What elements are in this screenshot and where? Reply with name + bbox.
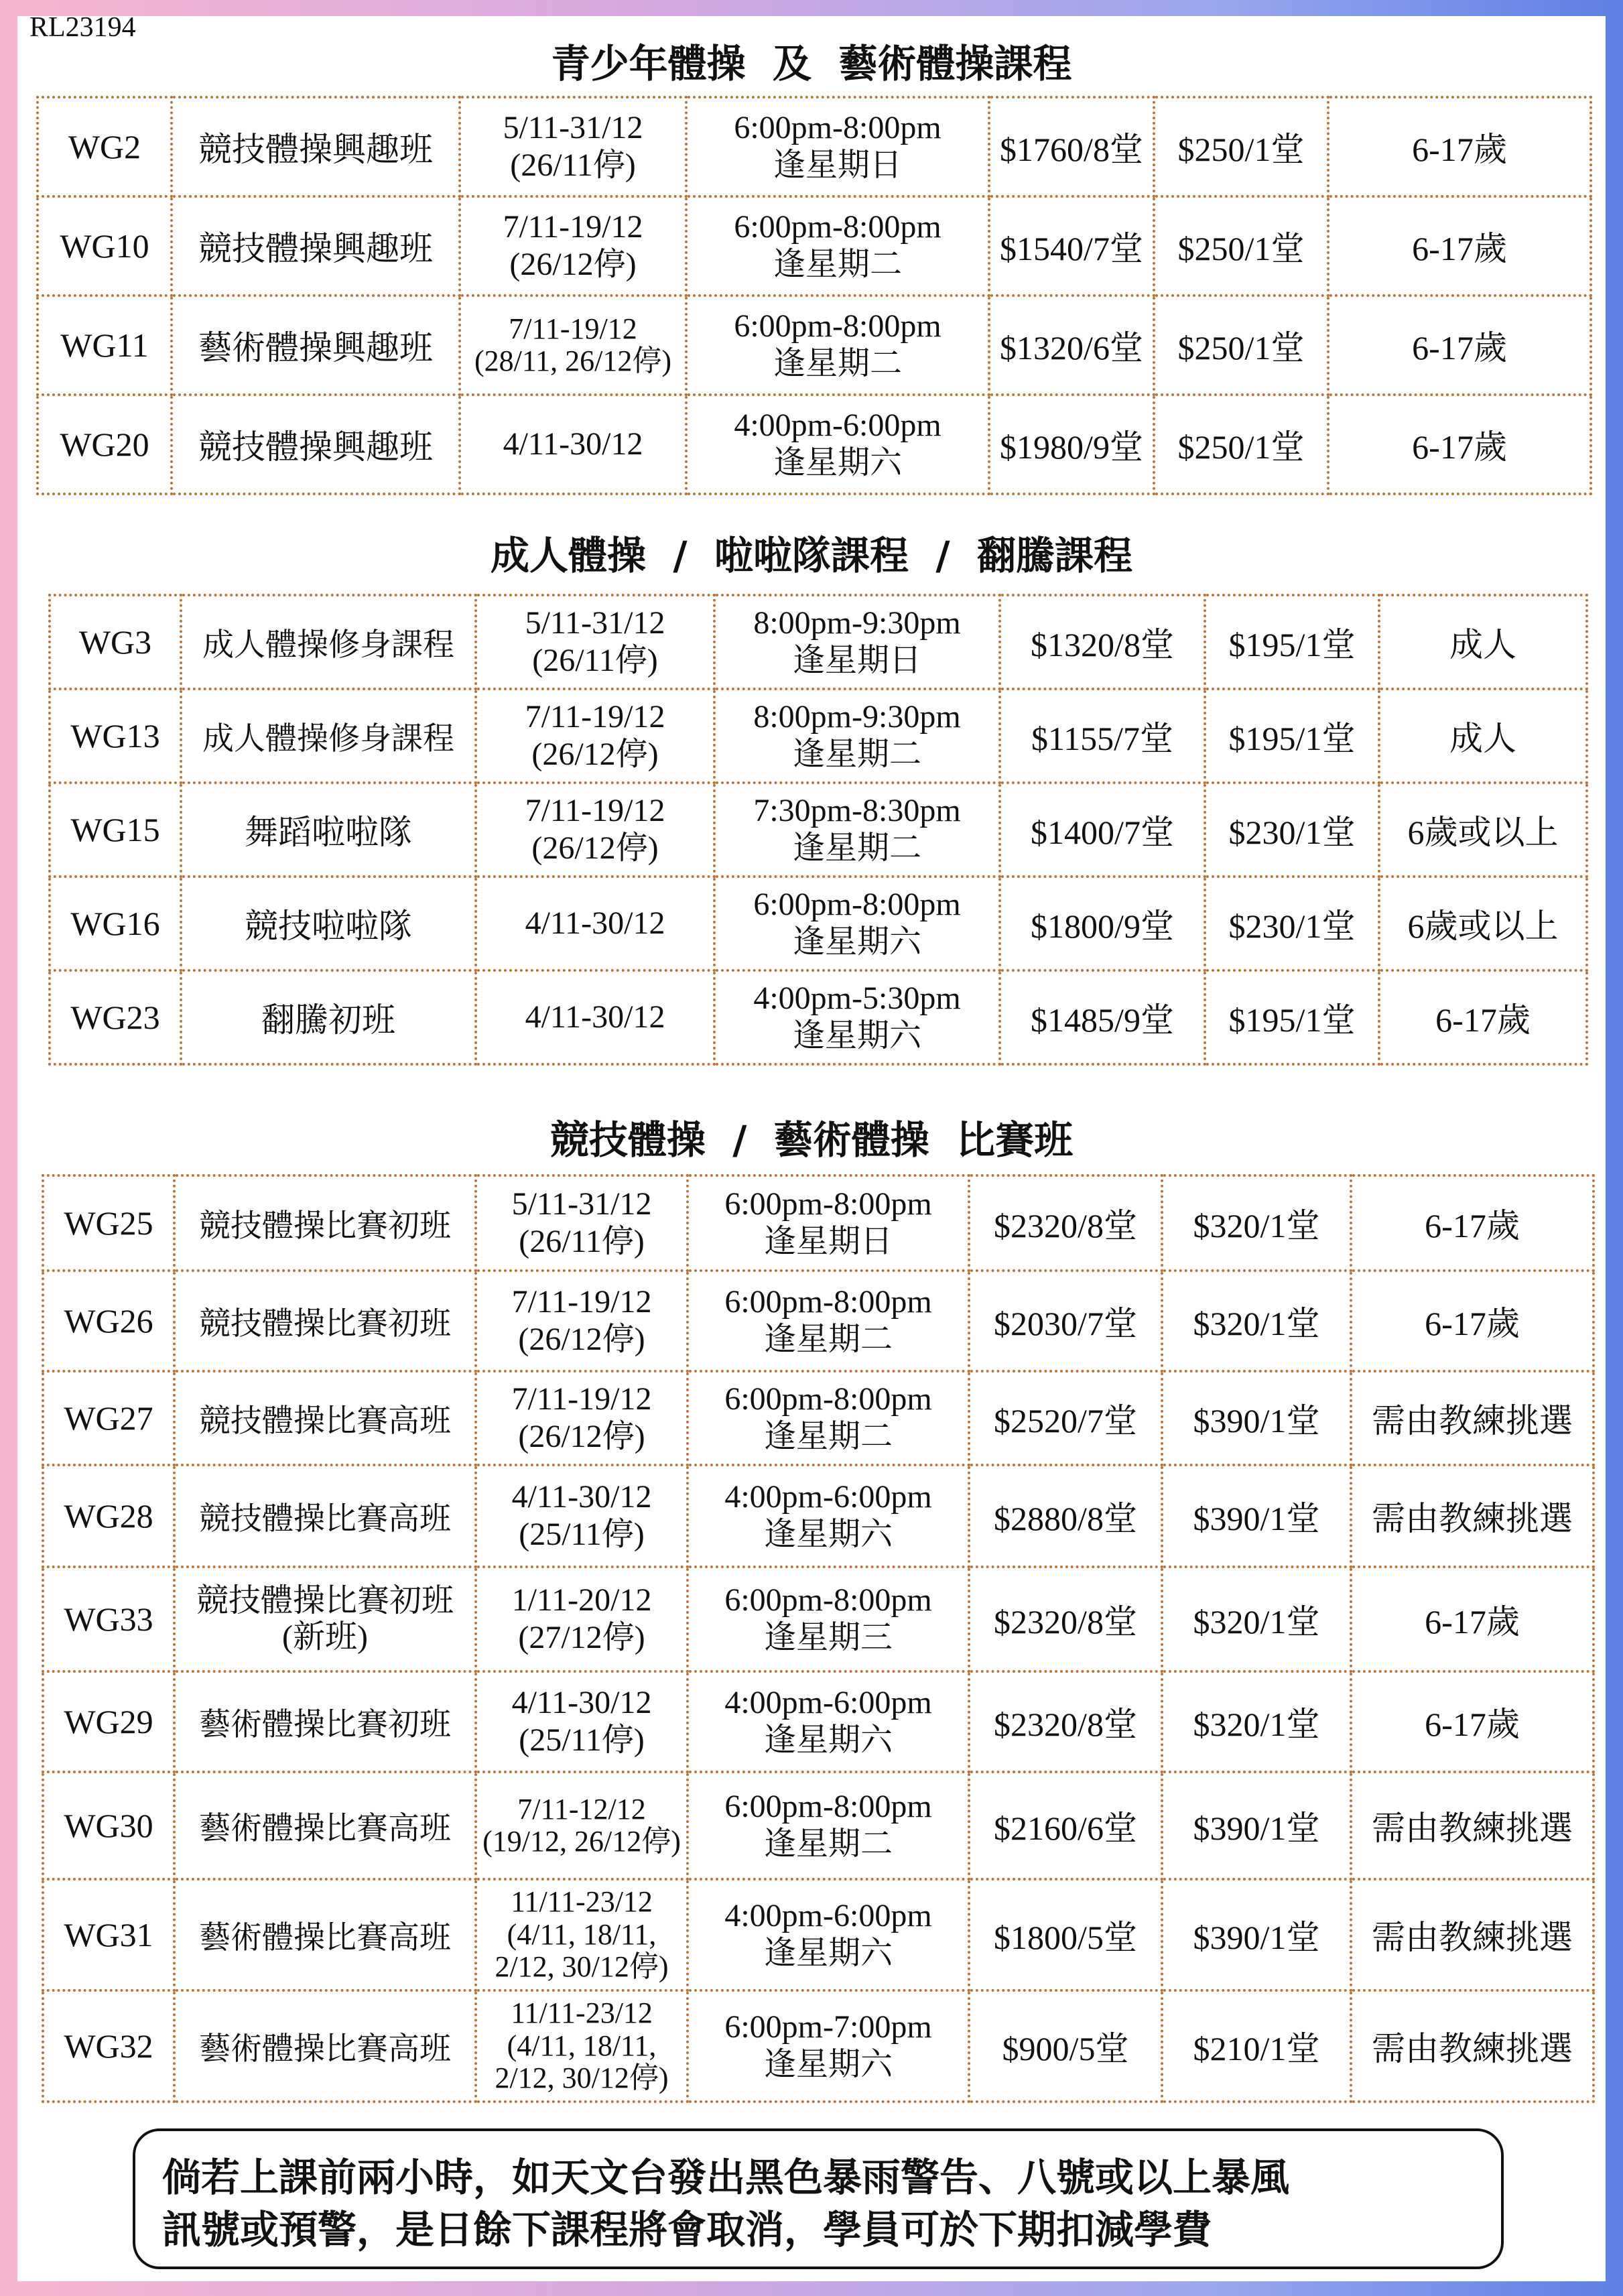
cell-code: WG23 <box>50 970 181 1064</box>
cell-dates-line: 7/11-19/12 <box>509 312 637 345</box>
cell-time-line: 逢星期六 <box>763 2047 893 2082</box>
cell-time-line: 逢星期六 <box>763 1517 893 1552</box>
cell-time-line: 6:00pm-8:00pm <box>724 1582 932 1618</box>
schedule-table-competition <box>42 1174 1595 2103</box>
cell-time-line: 逢星期日 <box>792 643 921 678</box>
cell-dates-line: (26/12停) <box>518 1419 645 1454</box>
cell-age: 成人 <box>1379 595 1587 689</box>
cell-fee: $1320/8堂 <box>1000 595 1205 689</box>
cell-age: 6歲或以上 <box>1379 877 1587 970</box>
cell-dates-line: (26/12停) <box>518 1322 645 1357</box>
cell-time-line: 逢星期二 <box>773 247 902 282</box>
table-row <box>50 877 1587 970</box>
cell-dates <box>460 395 686 494</box>
cell-dates <box>476 1465 688 1567</box>
cell-time-line: 逢星期日 <box>773 147 902 183</box>
cell-per-lesson: $320/1堂 <box>1162 1175 1351 1271</box>
cell-course: 舞蹈啦啦隊 <box>181 783 476 877</box>
cell-time <box>714 877 1000 970</box>
cell-course: 競技體操興趣班 <box>172 196 460 296</box>
cell-course: 競技體操興趣班 <box>172 97 460 196</box>
cell-fee: $1485/9堂 <box>1000 970 1205 1064</box>
cell-fee: $1400/7堂 <box>1000 783 1205 877</box>
cell-course <box>174 1567 476 1671</box>
cell-dates-line: (26/12停) <box>531 830 659 866</box>
notice-line-2: 訊號或預警，是日餘下課程將會取消，學員可於下期扣減學費 <box>162 2207 1212 2252</box>
table-row <box>43 1371 1594 1465</box>
cell-per-lesson: $230/1堂 <box>1205 877 1379 970</box>
cell-per-lesson: $320/1堂 <box>1162 1271 1351 1371</box>
table-row <box>50 783 1587 877</box>
cell-dates <box>460 196 686 296</box>
cell-code: WG28 <box>43 1465 174 1567</box>
cell-time <box>688 1879 969 1990</box>
table-row <box>43 1879 1594 1990</box>
cell-dates-line: 4/11-30/12 <box>503 426 643 462</box>
cell-dates-line: 7/11-19/12 <box>525 699 665 735</box>
cell-age: 6-17歲 <box>1328 196 1591 296</box>
table-row <box>38 395 1591 494</box>
cell-code: WG25 <box>43 1175 174 1271</box>
cell-time-line: 逢星期三 <box>763 1620 893 1655</box>
cell-time <box>686 296 989 395</box>
cell-time-line: 6:00pm-7:00pm <box>724 2009 932 2045</box>
cell-course: 成人體操修身課程 <box>181 595 476 689</box>
cell-per-lesson: $250/1堂 <box>1154 296 1328 395</box>
cell-fee: $2320/8堂 <box>969 1671 1162 1772</box>
cell-fee: $2520/7堂 <box>969 1371 1162 1465</box>
cell-course: 競技體操比賽高班 <box>174 1465 476 1567</box>
cell-time-line: 6:00pm-8:00pm <box>734 209 942 245</box>
table-row <box>43 1772 1594 1879</box>
cell-age: 6歲或以上 <box>1379 783 1587 877</box>
cell-dates-line: 4/11-30/12 <box>525 999 665 1035</box>
cell-per-lesson: $195/1堂 <box>1205 970 1379 1064</box>
cell-course: 競技啦啦隊 <box>181 877 476 970</box>
cell-per-lesson: $250/1堂 <box>1154 97 1328 196</box>
cell-dates-line: 7/11-19/12 <box>525 793 665 829</box>
cell-time <box>688 1371 969 1465</box>
schedule-table-adult <box>48 594 1588 1066</box>
cell-time-line: 8:00pm-9:30pm <box>753 699 961 735</box>
cell-time <box>714 783 1000 877</box>
cell-course: 藝術體操比賽高班 <box>174 1879 476 1990</box>
cell-code: WG30 <box>43 1772 174 1879</box>
cell-course: 競技體操比賽初班 <box>174 1175 476 1271</box>
cell-age: 成人 <box>1379 689 1587 783</box>
table-row <box>38 97 1591 196</box>
cell-dates <box>476 595 714 689</box>
cell-dates-line: (19/12, 26/12停) <box>482 1825 681 1858</box>
cell-fee: $1760/8堂 <box>989 97 1154 196</box>
cell-dates-line: 5/11-31/12 <box>525 605 665 641</box>
cell-course: 競技體操比賽高班 <box>174 1371 476 1465</box>
cell-fee: $1155/7堂 <box>1000 689 1205 783</box>
cell-per-lesson: $320/1堂 <box>1162 1567 1351 1671</box>
cell-dates-line: (25/11停) <box>519 1517 645 1552</box>
cell-dates <box>476 1567 688 1671</box>
table-row <box>38 296 1591 395</box>
cell-age: 6-17歲 <box>1328 97 1591 196</box>
cell-per-lesson: $390/1堂 <box>1162 1465 1351 1567</box>
cell-time-line: 4:00pm-6:00pm <box>734 407 942 444</box>
cell-dates-line: 7/11-19/12 <box>503 209 643 245</box>
cell-age: 6-17歲 <box>1379 970 1587 1064</box>
table-row <box>38 196 1591 296</box>
cell-age: 需由教練挑選 <box>1351 1371 1594 1465</box>
schedule-table-youth <box>36 96 1592 495</box>
cell-age: 6-17歲 <box>1351 1567 1594 1671</box>
cell-time <box>688 1671 969 1772</box>
cell-fee: $1800/9堂 <box>1000 877 1205 970</box>
cell-dates-line: 7/11-12/12 <box>517 1792 646 1826</box>
cell-code: WG3 <box>50 595 181 689</box>
cell-age: 6-17歲 <box>1328 395 1591 494</box>
cell-age: 6-17歲 <box>1351 1671 1594 1772</box>
cell-age: 需由教練挑選 <box>1351 1879 1594 1990</box>
cell-course-line: (新班) <box>282 1619 368 1655</box>
cell-time-line: 4:00pm-6:00pm <box>724 1685 932 1721</box>
cell-course-line: 競技體操比賽初班 <box>196 1583 454 1619</box>
cell-time-line: 逢星期六 <box>792 1018 921 1054</box>
cell-time-line: 逢星期二 <box>763 1322 893 1357</box>
cell-code: WG32 <box>43 1990 174 2102</box>
cell-dates-line: (28/11, 26/12停) <box>474 344 672 377</box>
cell-course: 藝術體操比賽初班 <box>174 1671 476 1772</box>
cell-fee: $1320/6堂 <box>989 296 1154 395</box>
cell-time-line: 7:30pm-8:30pm <box>753 793 961 829</box>
cell-time <box>686 196 989 296</box>
cell-time-line: 6:00pm-8:00pm <box>753 887 961 923</box>
cell-dates <box>476 783 714 877</box>
cell-fee: $900/5堂 <box>969 1990 1162 2102</box>
cell-dates <box>460 97 686 196</box>
cell-time <box>688 1175 969 1271</box>
cell-dates-line: (4/11, 18/11, <box>507 1917 657 1951</box>
cell-course: 競技體操比賽初班 <box>174 1271 476 1371</box>
table-row <box>43 1567 1594 1671</box>
cell-age: 6-17歲 <box>1351 1271 1594 1371</box>
cell-time-line: 6:00pm-8:00pm <box>724 1284 932 1320</box>
cell-fee: $1800/5堂 <box>969 1879 1162 1990</box>
table-row <box>43 1671 1594 1772</box>
cell-time-line: 逢星期二 <box>792 737 921 772</box>
cell-dates-line: (26/11停) <box>519 1224 645 1259</box>
cell-dates-line: (27/12停) <box>518 1620 645 1655</box>
section-title-adult: 成人體操 / 啦啦隊課程 / 翻騰課程 <box>491 533 1132 578</box>
cell-dates <box>476 1175 688 1271</box>
cell-per-lesson: $390/1堂 <box>1162 1879 1351 1990</box>
cell-dates <box>460 296 686 395</box>
cell-course: 競技體操興趣班 <box>172 395 460 494</box>
cell-dates-line: (26/12停) <box>531 737 659 772</box>
cell-fee: $2160/6堂 <box>969 1772 1162 1879</box>
table-row <box>50 595 1587 689</box>
section-title-youth: 青少年體操 及 藝術體操課程 <box>551 41 1072 86</box>
cell-time <box>688 1271 969 1371</box>
cell-time <box>714 595 1000 689</box>
cell-dates-line: (26/11停) <box>510 147 636 183</box>
cell-dates-line: 4/11-30/12 <box>525 905 665 942</box>
cell-time <box>688 1990 969 2102</box>
cell-code: WG29 <box>43 1671 174 1772</box>
cell-code: WG33 <box>43 1567 174 1671</box>
cell-time-line: 逢星期六 <box>773 445 902 481</box>
cell-per-lesson: $250/1堂 <box>1154 395 1328 494</box>
cell-time-line: 4:00pm-5:30pm <box>753 980 961 1017</box>
cell-dates-line: 4/11-30/12 <box>511 1479 652 1515</box>
cell-course: 藝術體操興趣班 <box>172 296 460 395</box>
cell-dates-line: 7/11-19/12 <box>511 1284 652 1320</box>
cell-time-line: 8:00pm-9:30pm <box>753 605 961 641</box>
table-row <box>43 1175 1594 1271</box>
cell-fee: $2320/8堂 <box>969 1175 1162 1271</box>
cell-course: 成人體操修身課程 <box>181 689 476 783</box>
cell-time-line: 逢星期二 <box>763 1826 893 1862</box>
cell-per-lesson: $250/1堂 <box>1154 196 1328 296</box>
cell-dates-line: 5/11-31/12 <box>511 1186 652 1222</box>
cell-time <box>714 689 1000 783</box>
cell-time-line: 逢星期六 <box>792 924 921 960</box>
cell-age: 需由教練挑選 <box>1351 1465 1594 1567</box>
cell-time <box>688 1567 969 1671</box>
cell-dates-line: 11/11-23/12 <box>511 1996 653 2030</box>
cell-dates-line: 11/11-23/12 <box>511 1885 653 1919</box>
cell-time-line: 6:00pm-8:00pm <box>724 1789 932 1825</box>
cell-per-lesson: $390/1堂 <box>1162 1371 1351 1465</box>
cell-dates <box>476 1371 688 1465</box>
cell-code: WG11 <box>38 296 172 395</box>
notice-line-1: 倘若上課前兩小時，如天文台發出黑色暴雨警告、八號或以上暴風 <box>162 2155 1290 2200</box>
table-row <box>50 689 1587 783</box>
cell-time-line: 逢星期六 <box>763 1935 893 1971</box>
cell-dates <box>476 1271 688 1371</box>
cell-age: 需由教練挑選 <box>1351 1990 1594 2102</box>
cell-dates <box>476 1772 688 1879</box>
cell-per-lesson: $195/1堂 <box>1205 689 1379 783</box>
cell-dates-line: 1/11-20/12 <box>511 1582 652 1618</box>
cell-fee: $1540/7堂 <box>989 196 1154 296</box>
cell-code: WG13 <box>50 689 181 783</box>
cell-code: WG10 <box>38 196 172 296</box>
cell-time-line: 逢星期六 <box>763 1722 893 1758</box>
cell-code: WG31 <box>43 1879 174 1990</box>
cell-per-lesson: $390/1堂 <box>1162 1772 1351 1879</box>
cell-dates-line: 5/11-31/12 <box>503 110 643 146</box>
cell-code: WG26 <box>43 1271 174 1371</box>
weather-notice <box>133 2128 1504 2269</box>
table-row <box>50 970 1587 1064</box>
cell-fee: $2320/8堂 <box>969 1567 1162 1671</box>
cell-dates-line: (25/11停) <box>519 1722 645 1758</box>
cell-time-line: 逢星期日 <box>763 1224 893 1259</box>
cell-age: 需由教練挑選 <box>1351 1772 1594 1879</box>
table-row <box>43 1465 1594 1567</box>
cell-time-line: 6:00pm-8:00pm <box>734 110 942 146</box>
cell-time <box>688 1465 969 1567</box>
cell-per-lesson: $210/1堂 <box>1162 1990 1351 2102</box>
cell-course: 翻騰初班 <box>181 970 476 1064</box>
cell-per-lesson: $230/1堂 <box>1205 783 1379 877</box>
cell-time-line: 6:00pm-8:00pm <box>734 308 942 344</box>
cell-time-line: 逢星期二 <box>792 830 921 866</box>
cell-dates <box>476 1879 688 1990</box>
table-row <box>43 1990 1594 2102</box>
cell-per-lesson: $195/1堂 <box>1205 595 1379 689</box>
section-title-competition: 競技體操 / 藝術體操 比賽班 <box>549 1117 1074 1163</box>
cell-fee: $2030/7堂 <box>969 1271 1162 1371</box>
cell-time <box>688 1772 969 1879</box>
cell-code: WG16 <box>50 877 181 970</box>
cell-code: WG15 <box>50 783 181 877</box>
cell-time-line: 6:00pm-8:00pm <box>724 1381 932 1417</box>
table-row <box>43 1271 1594 1371</box>
document-code: RL23194 <box>29 12 136 43</box>
cell-course: 藝術體操比賽高班 <box>174 1990 476 2102</box>
cell-time-line: 4:00pm-6:00pm <box>724 1479 932 1515</box>
cell-course: 藝術體操比賽高班 <box>174 1772 476 1879</box>
cell-dates-line: 4/11-30/12 <box>511 1685 652 1721</box>
cell-code: WG27 <box>43 1371 174 1465</box>
cell-code: WG2 <box>38 97 172 196</box>
cell-time-line: 逢星期二 <box>763 1419 893 1454</box>
cell-time <box>686 395 989 494</box>
cell-time-line: 4:00pm-6:00pm <box>724 1898 932 1934</box>
cell-dates <box>476 689 714 783</box>
cell-age: 6-17歲 <box>1351 1175 1594 1271</box>
cell-age: 6-17歲 <box>1328 296 1591 395</box>
cell-fee: $1980/9堂 <box>989 395 1154 494</box>
cell-dates-line: (4/11, 18/11, <box>507 2029 657 2062</box>
cell-dates-line: 2/12, 30/12停) <box>495 2061 669 2095</box>
cell-per-lesson: $320/1堂 <box>1162 1671 1351 1772</box>
cell-code: WG20 <box>38 395 172 494</box>
cell-time-line: 6:00pm-8:00pm <box>724 1186 932 1222</box>
cell-time <box>686 97 989 196</box>
cell-time <box>714 970 1000 1064</box>
cell-time-line: 逢星期二 <box>773 346 902 381</box>
cell-fee: $2880/8堂 <box>969 1465 1162 1567</box>
cell-dates-line: 7/11-19/12 <box>511 1381 652 1417</box>
cell-dates-line: (26/12停) <box>509 247 637 282</box>
cell-dates-line: 2/12, 30/12停) <box>495 1950 669 1984</box>
cell-dates <box>476 970 714 1064</box>
cell-dates-line: (26/11停) <box>532 643 658 678</box>
cell-dates <box>476 877 714 970</box>
cell-dates <box>476 1671 688 1772</box>
cell-dates <box>476 1990 688 2102</box>
